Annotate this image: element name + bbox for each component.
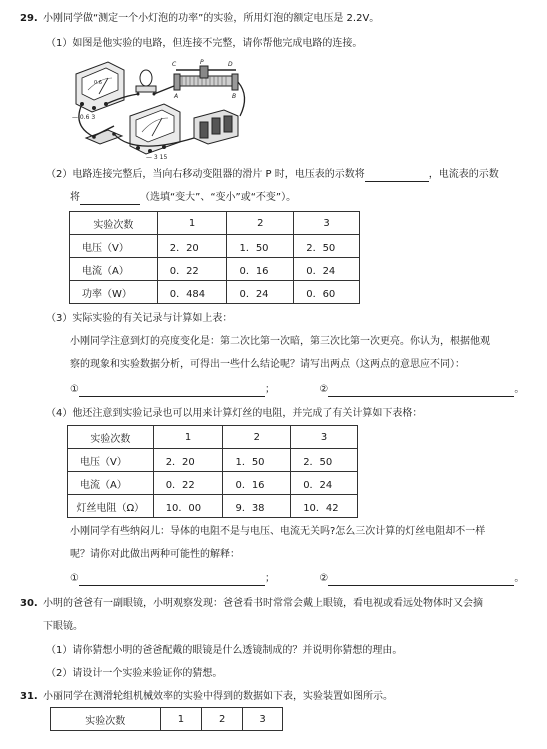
q30-line1: 小明的爸爸有一副眼镜，小明观察发现：爸爸看书时常常会戴上眼镜，看电视或看远处物体时又会摘 — [43, 598, 483, 609]
table-cell: 0．24 — [294, 258, 360, 281]
q30-part2: （2）请设计一个实验来验证你的猜想。 — [46, 668, 223, 679]
q29-part2-line2 — [70, 191, 296, 205]
table-cell: 3 — [243, 708, 283, 731]
meter1-top-label: 0.6 — [94, 80, 102, 86]
q29-stem: 小刚同学做“测定一个小灯泡的功率”的实验，所用灯泡的额定电压是 2.2V。 — [43, 13, 380, 24]
explanation-2-blank[interactable] — [328, 574, 514, 586]
q29-part3-answers — [70, 383, 524, 397]
table-row — [68, 426, 358, 449]
table-cell: 功率（W） — [70, 281, 158, 304]
bulb-icon — [136, 70, 156, 96]
voltmeter-icon — [130, 104, 180, 154]
meter2-bottom-label: — 3 15 — [146, 154, 168, 160]
table-cell: 电流（A） — [70, 258, 158, 281]
table-cell: 9．38 — [223, 495, 291, 518]
voltage-answer-blank[interactable] — [365, 170, 429, 182]
circuit-figure — [64, 56, 264, 160]
q29-part4-line2: 呢？请你对此做出两种可能性的解释： — [70, 549, 240, 560]
q29-part4-answers — [70, 572, 524, 586]
table-cell: 0．24 — [291, 472, 358, 495]
q29-number: 29. — [20, 13, 38, 24]
rheostat-b-label: B — [232, 93, 237, 100]
efficiency-data-table — [50, 707, 283, 731]
resistance-data-table — [67, 425, 358, 518]
q29-part4-line1: 小刚同学有些纳闷儿：导体的电阻不是与电压、电流无关吗?怎么三次计算的灯丝电阻却不一样 — [70, 526, 486, 537]
q29-part1: （1）如图是他实验的电路，但连接不完整，请你帮他完成电路的连接。 — [46, 38, 363, 49]
part2-text-d: （选填“变大”、“变小”或“不变”）。 — [140, 192, 297, 203]
table-cell: 0．60 — [294, 281, 360, 304]
explanation-1-end: ； — [264, 573, 275, 584]
part2-text-a: （2）电路连接完整后，当向右移动变阻器的滑片 P 时，电压表的示数将 — [46, 169, 365, 180]
table-cell: 3 — [294, 212, 360, 235]
table-row — [70, 281, 360, 304]
explanation-1-marker: ① — [70, 573, 79, 584]
table-cell: 0．22 — [153, 472, 223, 495]
explanation-2-end: 。 — [514, 573, 525, 584]
table-row — [68, 495, 358, 518]
table-cell: 1 — [160, 708, 202, 731]
q29-part4-title: （4）他还注意到实验记录也可以用来计算灯丝的电阻，并完成了有关计算如下表格： — [46, 408, 423, 419]
conclusion-2-blank[interactable] — [328, 385, 514, 397]
q31-stem: 小丽同学在测滑轮组机械效率的实验中得到的数据如下表，实验装置如图所示。 — [43, 691, 393, 702]
power-data-table — [69, 211, 360, 304]
table-cell: 2．20 — [153, 449, 223, 472]
rheostat-icon — [174, 66, 238, 90]
table-cell: 1．50 — [223, 449, 291, 472]
q29-part3-line2: 察的现象和实验数据分析，可得出一些什么结论呢？请写出两点（这两点的意思应不同）： — [70, 359, 465, 370]
q30-part1: （1）请你猜想小明的爸爸配戴的眼镜是什么透镜制成的？并说明你猜想的理由。 — [46, 645, 403, 656]
answer-2-marker: ② — [319, 384, 329, 395]
table-cell: 2．50 — [294, 235, 360, 258]
table-cell: 2 — [223, 426, 291, 449]
table-cell: 0．16 — [223, 472, 291, 495]
table-cell: 2．20 — [157, 235, 227, 258]
table-cell: 10．00 — [153, 495, 223, 518]
rheostat-d-label: D — [228, 61, 233, 68]
q30-number: 30. — [20, 598, 38, 609]
table-cell: 3 — [291, 426, 358, 449]
table-row — [70, 212, 360, 235]
table-cell: 实验次数 — [51, 708, 161, 731]
table-cell: 2．50 — [291, 449, 358, 472]
answer-1-end: ； — [264, 384, 275, 395]
table-row — [68, 449, 358, 472]
table-cell: 1 — [153, 426, 223, 449]
q29-part3-title: （3）实际实验的有关记录与计算如上表： — [46, 313, 233, 324]
conclusion-1-blank[interactable] — [79, 385, 265, 397]
table-cell: 0．484 — [157, 281, 227, 304]
table-cell: 10．42 — [291, 495, 358, 518]
table-cell: 实验次数 — [68, 426, 154, 449]
rheostat-p-label: P — [200, 59, 204, 66]
explanation-2-marker: ② — [319, 573, 329, 584]
table-cell: 0．24 — [227, 281, 294, 304]
table-cell: 电压（V） — [70, 235, 158, 258]
table-row — [70, 258, 360, 281]
table-row — [51, 708, 283, 731]
table-cell: 0．16 — [227, 258, 294, 281]
answer-1-marker: ① — [70, 384, 79, 395]
rheostat-c-label: C — [172, 61, 177, 68]
table-cell: 实验次数 — [70, 212, 158, 235]
rheostat-a-label: A — [174, 93, 179, 100]
part2-text-b: ，电流表的示数 — [428, 169, 499, 180]
table-cell: 1．50 — [227, 235, 294, 258]
meter1-bottom-label: — 0.6 3 — [72, 114, 96, 121]
table-cell: 1 — [157, 212, 227, 235]
battery-icon — [194, 110, 238, 144]
table-row — [70, 235, 360, 258]
part2-text-c: 将 — [70, 192, 80, 203]
q29-part2-line1 — [46, 168, 499, 182]
table-cell: 电流（A） — [68, 472, 154, 495]
table-row — [68, 472, 358, 495]
table-cell: 2 — [202, 708, 243, 731]
q29-part3-line1: 小刚同学注意到灯的亮度变化是：第二次比第一次暗，第三次比第一次更亮。你认为，根据他观 — [70, 336, 490, 347]
q30-line2: 下眼镜。 — [43, 621, 83, 632]
table-cell: 灯丝电阻（Ω） — [68, 495, 154, 518]
ammeter-icon — [76, 62, 124, 112]
table-cell: 2 — [227, 212, 294, 235]
q31-number: 31. — [20, 691, 38, 702]
answer-2-end: 。 — [514, 384, 525, 395]
table-cell: 0．22 — [157, 258, 227, 281]
explanation-1-blank[interactable] — [79, 574, 265, 586]
table-cell: 电压（V） — [68, 449, 154, 472]
current-answer-blank[interactable] — [80, 193, 140, 205]
